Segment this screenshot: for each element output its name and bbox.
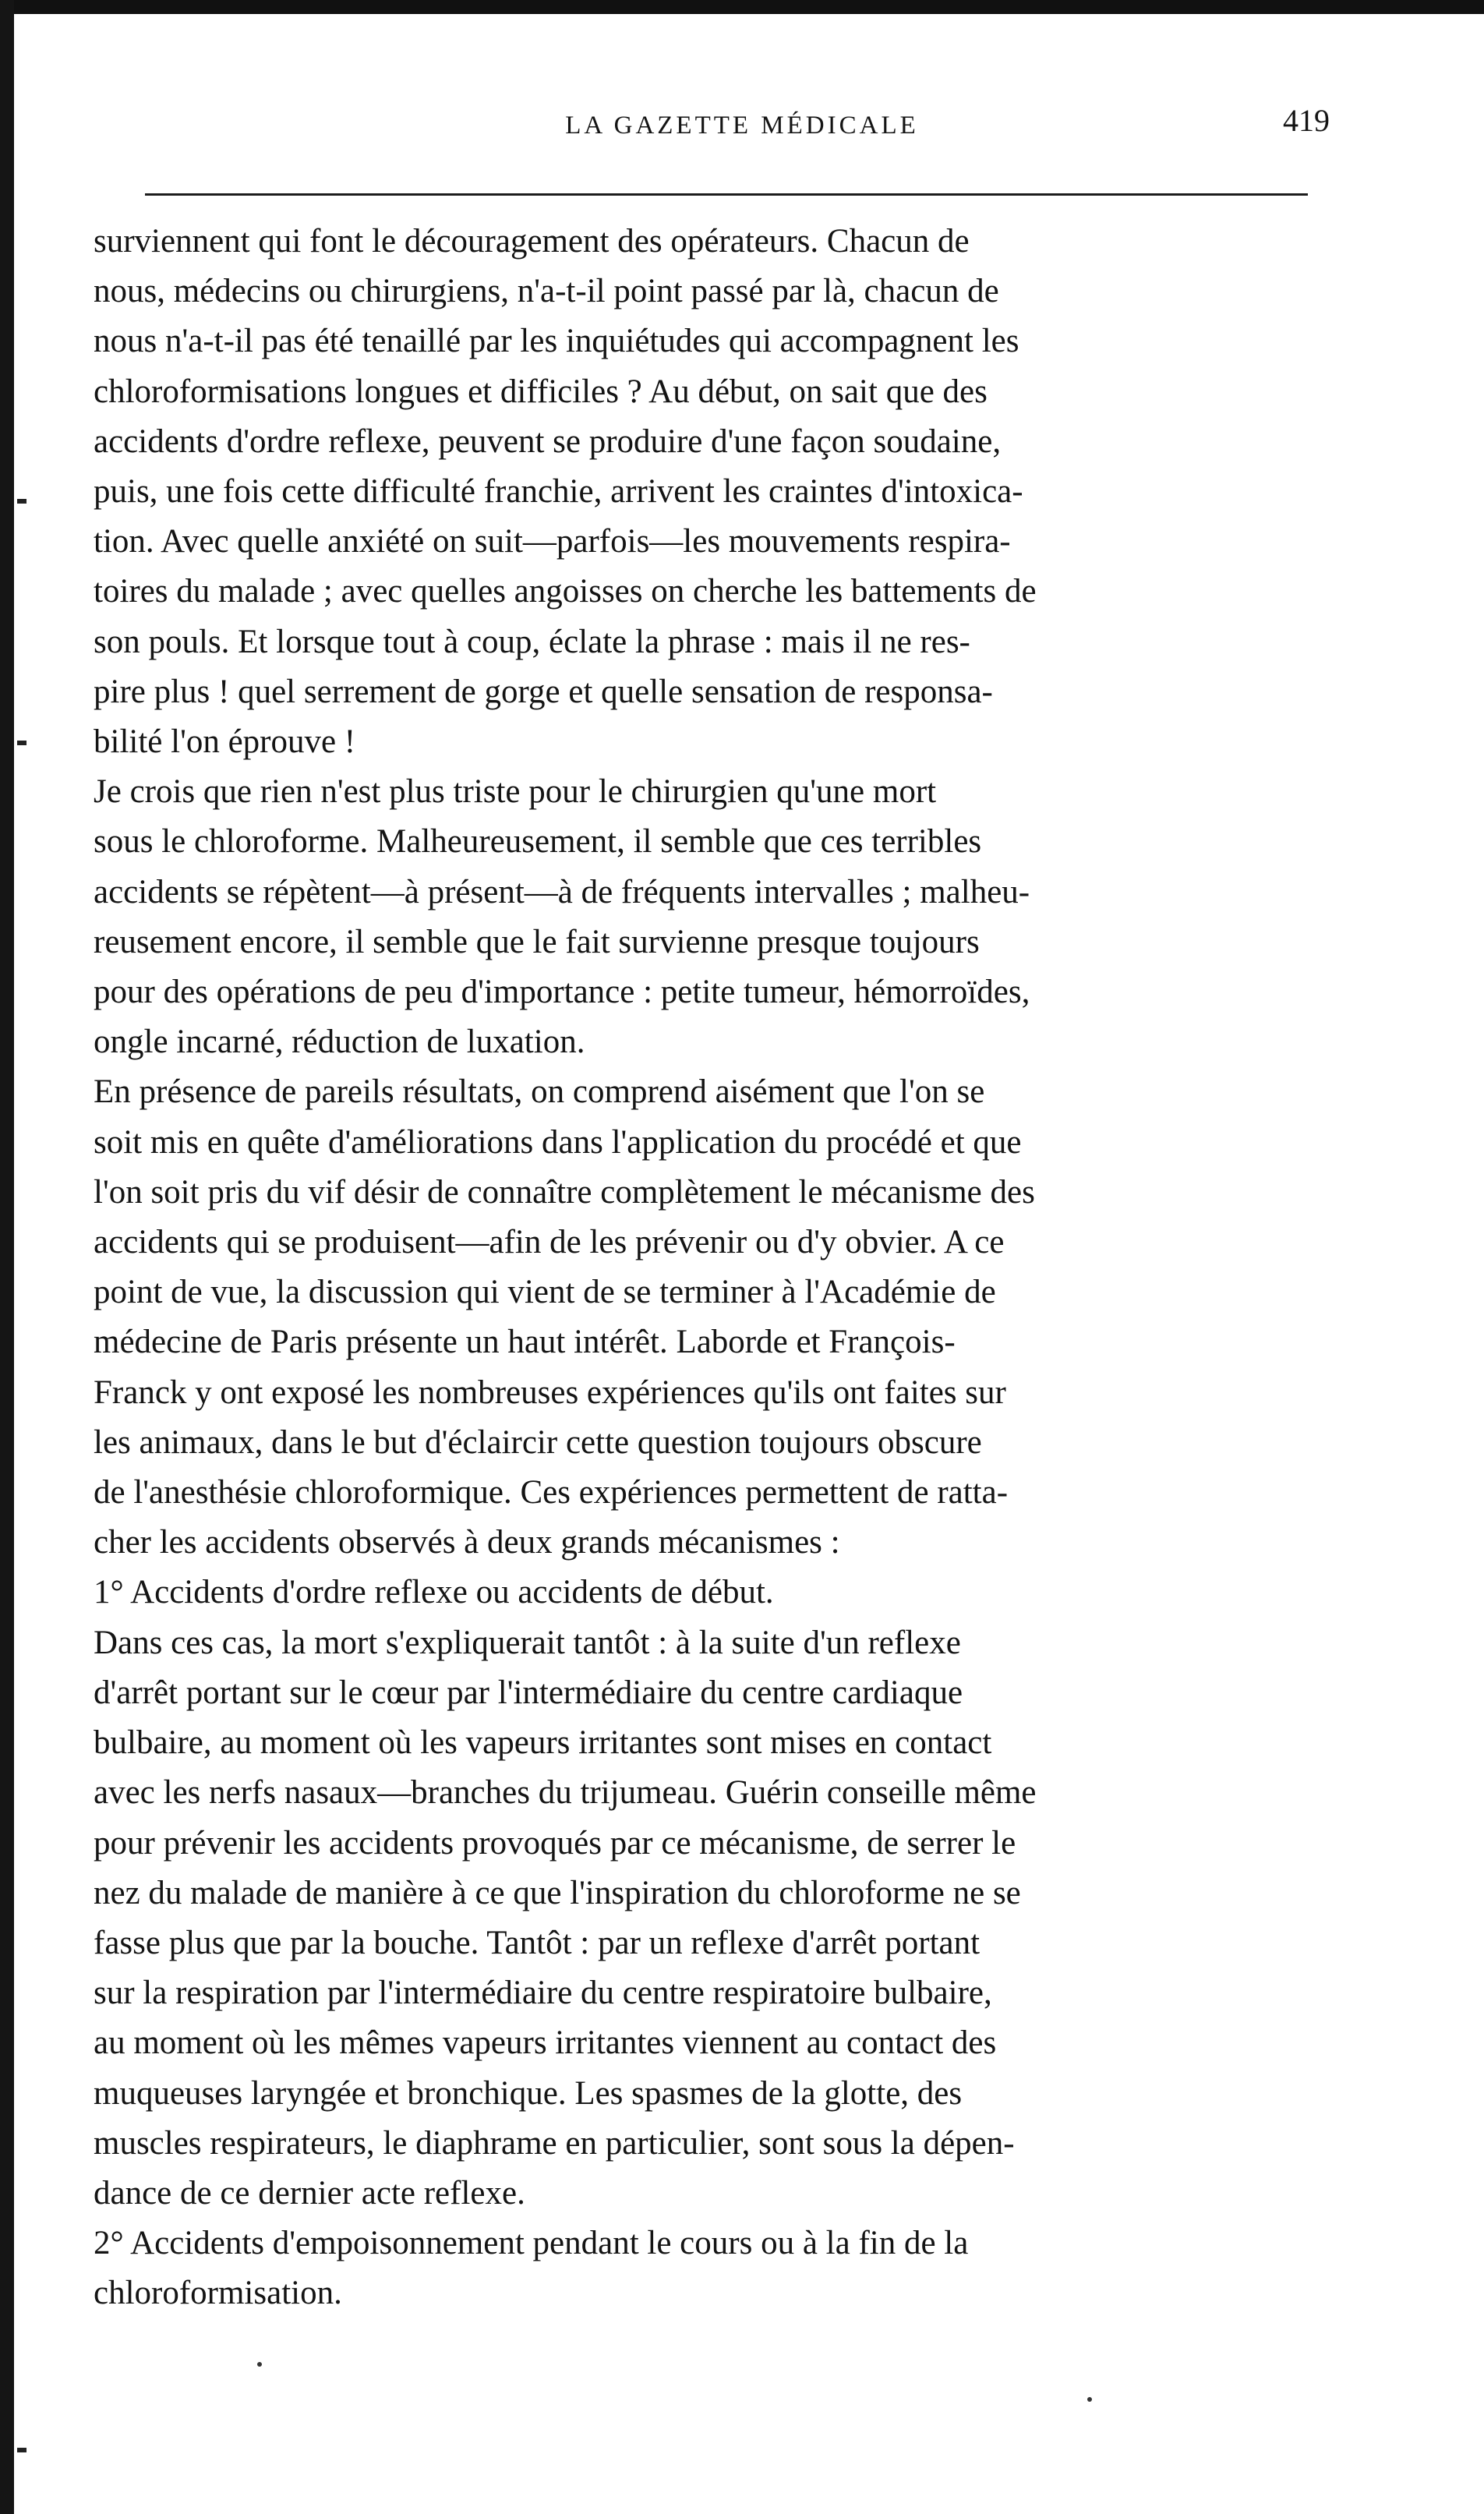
text-line: surviennent qui font le découragement des opérateurs. Chacun de [94,223,970,260]
text-line: Je crois que rien n'est plus triste pour le chirurgien qu'une mort [94,773,937,811]
text-line: pour des opérations de peu d'importance : petite tumeur, hémorroïdes, [94,974,1030,1011]
text-line: ongle incarné, réduction de luxation. [94,1024,585,1061]
margin-mark [17,2448,26,2452]
text-line: puis, une fois cette difficulté franchie, arrivent les craintes d'intoxica- [94,473,1023,511]
text-line: sur la respiration par l'intermédiaire du centre respiratoire bulbaire, [94,1975,992,2012]
text-line: bilité l'on éprouve ! [94,723,356,761]
text-line: Franck y ont exposé les nombreuses expériences qu'ils ont faites sur [94,1374,1006,1411]
margin-mark [17,499,26,504]
running-header-title: LA GAZETTE MÉDICALE [565,111,919,140]
text-line: chloroformisation. [94,2275,342,2312]
text-line: bulbaire, au moment où les vapeurs irritantes sont mises en contact [94,1724,992,1762]
text-line: d'arrêt portant sur le cœur par l'intermédiaire du centre cardiaque [94,1674,963,1711]
text-line: chloroformisations longues et difficiles ? Au début, on sait que des [94,373,988,410]
text-line: reusement encore, il semble que le fait survienne presque toujours [94,923,980,960]
text-line: médecine de Paris présente un haut intérêt. Laborde et François- [94,1324,956,1361]
text-line: nous, médecins ou chirurgiens, n'a-t-il point passé par là, chacun de [94,273,999,310]
text-line: tion. Avec quelle anxiété on suit—parfois—les mouvements respira- [94,523,1011,560]
text-line: cher les accidents observés à deux grands mécanismes : [94,1524,840,1561]
scan-left-border [0,0,14,2514]
text-line: fasse plus que par la bouche. Tantôt : par un reflexe d'arrêt portant [94,1924,980,1961]
body-text [94,217,1308,2319]
text-line: dance de ce dernier acte reflexe. [94,2174,525,2212]
text-line: 1° Accidents d'ordre reflexe ou accidents de début. [94,1574,774,1611]
ink-speck [1087,2397,1092,2402]
text-line: muqueuses laryngée et bronchique. Les spasmes de la glotte, des [94,2074,963,2112]
ink-speck [257,2362,262,2367]
text-line: avec les nerfs nasaux—branches du trijumeau. Guérin conseille même [94,1774,1037,1812]
text-line: de l'anesthésie chloroformique. Ces expériences permettent de ratta- [94,1474,1009,1512]
text-line: toires du malade ; avec quelles angoisses on cherche les battements de [94,573,1037,610]
scan-top-border [0,0,1484,14]
text-line: accidents d'ordre reflexe, peuvent se produire d'une façon soudaine, [94,423,1002,460]
text-line: nous n'a-t-il pas été tenaillé par les inquiétudes qui accompagnent les [94,323,1019,360]
text-line: au moment où les mêmes vapeurs irritantes viennent au contact des [94,2024,997,2062]
text-line: accidents qui se produisent—afin de les prévenir ou d'y obvier. A ce [94,1224,1005,1261]
text-line: l'on soit pris du vif désir de connaître complètement le mécanisme des [94,1173,1035,1211]
text-line: son pouls. Et lorsque tout à coup, éclate la phrase : mais il ne res- [94,623,970,660]
text-line: soit mis en quête d'améliorations dans l'application du procédé et que [94,1123,1022,1161]
text-line: point de vue, la discussion qui vient de se terminer à l'Académie de [94,1274,996,1311]
text-line: Dans ces cas, la mort s'expliquerait tantôt : à la suite d'un reflexe [94,1624,961,1661]
text-line: 2° Accidents d'empoisonnement pendant le cours ou à la fin de la [94,2225,969,2262]
text-line: les animaux, dans le but d'éclaircir cette question toujours obscure [94,1423,982,1461]
page-number: 419 [1283,103,1330,138]
text-line: muscles respirateurs, le diaphrame en particulier, sont sous la dépen- [94,2124,1015,2162]
text-line: sous le chloroforme. Malheureusement, il semble que ces terribles [94,823,982,861]
margin-mark [17,741,26,745]
header-rule [145,193,1308,196]
text-line: pour prévenir les accidents provoqués par ce mécanisme, de serrer le [94,1824,1016,1862]
text-line: pire plus ! quel serrement de gorge et quelle sensation de responsa- [94,673,993,710]
text-line: accidents se répètent—à présent—à de fréquents intervalles ; malheu- [94,873,1030,910]
text-line: En présence de pareils résultats, on comprend aisément que l'on se [94,1073,985,1111]
text-line: nez du malade de manière à ce que l'inspiration du chloroforme ne se [94,1874,1021,1911]
